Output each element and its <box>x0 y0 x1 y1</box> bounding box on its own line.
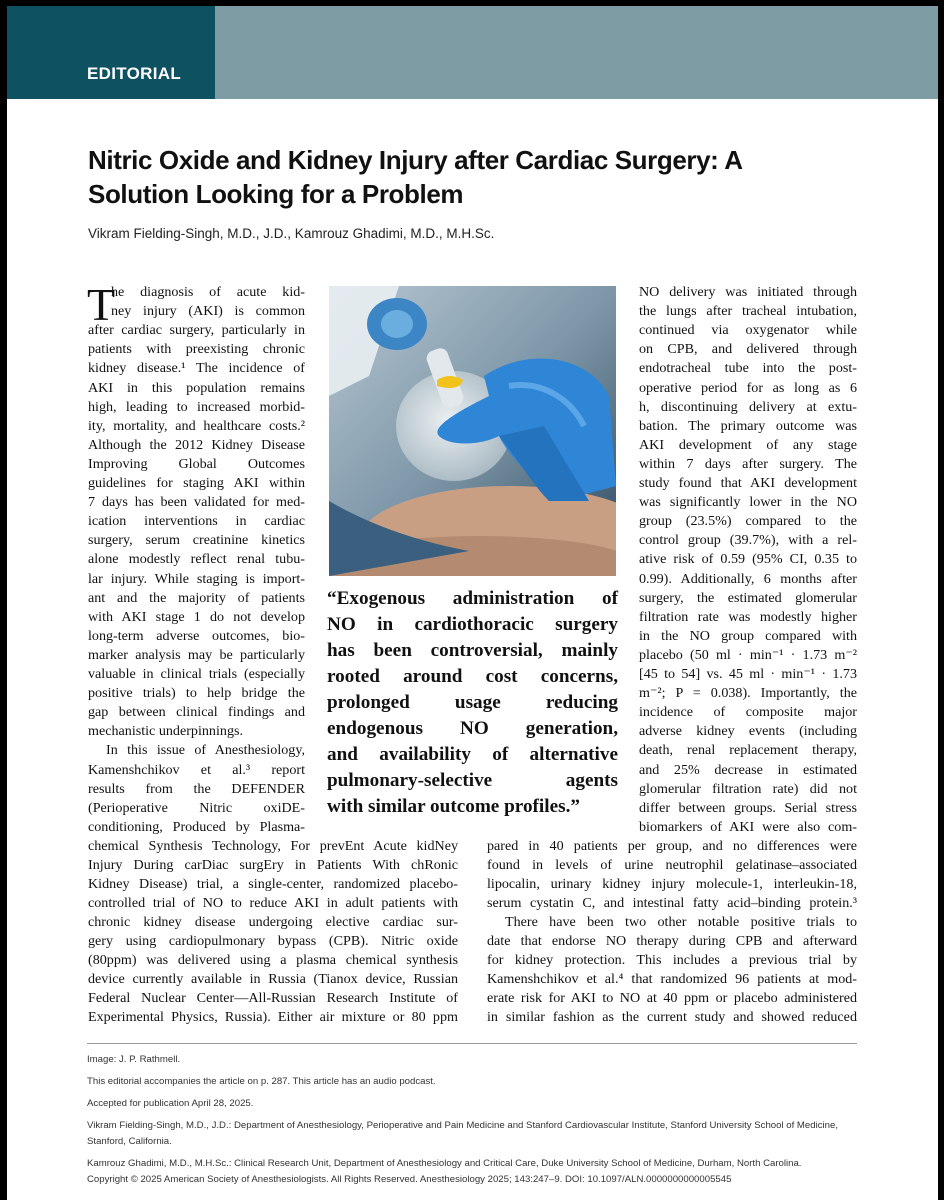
body-bottom-left-line: Kidney Disease) trial, a single-center, randomized placebo- <box>88 876 458 892</box>
body-bottom-left-line: Experimental Physics, Russia). Either air mixture or 80 ppm <box>88 1009 458 1025</box>
body-col1-line: guidelines for staging AKI within <box>88 475 305 491</box>
body-bottom-right-line: found in levels of urine neutrophil gelatinase–associated <box>487 857 857 873</box>
body-col3-line: biomarkers of AKI were also com- <box>639 818 857 835</box>
journal-page <box>7 6 938 1200</box>
body-col3-line: on CPB, and delivered through <box>639 341 857 358</box>
body-bottom-left-line: Federal Nuclear Center—All-Russian Research Institute of <box>88 990 458 1006</box>
body-bottom-right-line: There have been two other notable positive trials to <box>505 914 857 930</box>
body-col3-line: incidence of composite major <box>639 704 857 721</box>
body-col1-line: patients with preexisting chronic <box>88 341 305 358</box>
body-bottom-right-line: lipocalin, urinary kidney injury molecule-1, interleukin-18, <box>487 876 857 892</box>
header-bar-dark <box>7 6 215 99</box>
body-col1-line: mechanistic underpinnings. <box>88 723 243 740</box>
body-col1-line: he diagnosis of acute kid- <box>111 284 305 300</box>
body-col3-line: study found that AKI development <box>639 475 857 491</box>
body-col1-line: Although the 2012 Kidney Disease <box>88 436 305 453</box>
body-bottom-right-line: serum cystatin C, and intestinal fatty acid–binding protein.³ <box>487 895 857 911</box>
body-bottom-right-line: for kidney protection. This includes a previous trial by <box>487 952 857 968</box>
body-col3-line: control group (39.7%), with a rel- <box>639 532 857 549</box>
pull-quote-line: endogenous NO generation, <box>327 718 618 739</box>
body-col3-line: operative period for as long as 6 <box>639 379 857 396</box>
body-col3-line: in the NO group compared with <box>639 627 857 644</box>
title-line-1: Nitric Oxide and Kidney Injury after Cardiac Surgery: A <box>88 145 743 175</box>
author-list: Vikram Fielding-Singh, M.D., J.D., Kamrouz Ghadimi, M.D., M.H.Sc. <box>88 226 495 241</box>
body-col3-line: continued via oxygenator while <box>639 322 857 339</box>
body-col3-line: adverse kidney events (including <box>639 723 857 740</box>
body-col1-line: high, leading to increased morbid- <box>88 398 305 415</box>
body-bottom-right-line: pared in 40 patients per group, and no differences were <box>487 838 857 854</box>
section-label: EDITORIAL <box>87 64 182 83</box>
body-col1-line: (Perioperative Nitric oxiDE- <box>88 799 305 816</box>
body-bottom-left-line: Injury During carDiac surgEry in Patients With chRonic <box>88 857 458 873</box>
body-col3-line: placebo (50 ml · min⁻¹ · 1.73 m⁻² <box>639 646 857 663</box>
body-col1-line: In this issue of Anesthesiology, <box>106 742 305 759</box>
footer-rule <box>87 1043 857 1044</box>
body-col1-line: valuable in clinical trials (especially <box>88 666 305 682</box>
pull-quote-line: pulmonary-selective agents <box>327 770 618 791</box>
accepted-date: Accepted for publication April 28, 2025. <box>87 1098 254 1109</box>
body-bottom-left-line: controlled trial of NO to reduce AKI in adult patients with <box>88 895 458 911</box>
body-col3-line: was significantly lower in the NO <box>639 494 857 511</box>
body-col3-line: surgery, the estimated glomerular <box>639 589 857 606</box>
body-col3-line: and 25% decrease in estimated <box>639 761 857 778</box>
body-col1-line: conditioning, Produced by Plasma- <box>88 818 305 835</box>
body-col1-line: AKI in this population remains <box>88 379 305 396</box>
body-col1-line: positive trials) to help bridge the <box>88 685 305 702</box>
body-col3-line: differ between groups. Serial stress <box>639 799 857 816</box>
body-col1-line: ney injury (AKI) is common <box>111 303 305 320</box>
pull-quote-line: with similar outcome profiles.” <box>327 796 580 817</box>
accompanying-note: This editorial accompanies the article on p. 287. This article has an audio podcast. <box>87 1076 436 1087</box>
body-bottom-right-line: Kamenshchikov et al.⁴ that randomized 96 patients at mod- <box>487 971 857 987</box>
body-col3-line: [45 to 54] vs. 45 ml · min⁻¹ · 1.73 <box>639 666 857 682</box>
body-bottom-left-line: gery using cardiopulmonary bypass (CPB). Nitric oxide <box>88 933 458 949</box>
body-col1-line: marker analysis may be particularly <box>88 646 305 663</box>
body-col1-line: gap between clinical findings and <box>88 704 305 721</box>
body-col1-line: Kamenshchikov et al.³ report <box>88 761 305 778</box>
body-col1-line: with AKI stage 1 do not develop <box>88 608 305 625</box>
body-col3-line: 0.99). Additionally, 6 months after <box>639 570 857 587</box>
body-col1-line: after cardiac surgery, particularly in <box>88 322 305 339</box>
body-col1-line: Improving Global Outcomes <box>88 455 305 472</box>
body-col3-line: the lungs after tracheal intubation, <box>639 303 857 320</box>
body-bottom-left-line: device currently available in Russia (Tianox device, Russian <box>88 971 458 987</box>
body-col3-line: ative risk of 0.59 (95% CI, 0.35 to <box>639 551 857 568</box>
body-col3-line: glomerular filtration rate) did not <box>639 780 857 797</box>
body-col3-line: m⁻²; P = 0.038). Importantly, the <box>639 685 857 702</box>
title-line-2: Solution Looking for a Problem <box>88 179 464 209</box>
body-col1-line: results from the DEFENDER <box>88 780 305 797</box>
body-col1-line: alone modestly reflect renal tubu- <box>88 551 305 568</box>
body-col3-line: within 7 days after surgery. The <box>639 455 857 472</box>
body-col1-line: long-term adverse outcomes, bio- <box>88 627 305 644</box>
pull-quote-line: prolonged usage reducing <box>327 692 618 713</box>
body-col1-line: ication interventions in cardiac <box>88 513 305 530</box>
body-bottom-right-line: in similar fashion as the current study and showed reduced <box>487 1009 857 1025</box>
affiliation-2: Kamrouz Ghadimi, M.D., M.H.Sc.: Clinical Research Unit, Department of Anesthesiology and Critical Care, Duke University School of Medicine, Durham, North Carolina. <box>87 1158 802 1169</box>
body-bottom-right-line: date that endorse NO therapy during CPB and afterward <box>487 933 857 949</box>
body-bottom-left-line: (80ppm) was delivered using a plasma chemical synthesis <box>88 952 458 968</box>
body-col1-line: ity, mortality, and healthcare costs.² <box>88 417 305 434</box>
body-col1-line: kidney disease.¹ The incidence of <box>88 360 305 377</box>
body-bottom-right-line: erate risk for AKI to NO at 40 ppm or placebo administered <box>487 990 857 1006</box>
body-col3-line: NO delivery was initiated through <box>639 284 857 300</box>
pull-quote-line: NO in cardiothoracic surgery <box>327 614 618 635</box>
affiliation-1a: Vikram Fielding-Singh, M.D., J.D.: Department of Anesthesiology, Perioperative and Pain Medicine and Stanford Cardiovascular Institute, Stanford University School of Medicine, <box>87 1120 838 1131</box>
pull-quote-line: rooted around cost concerns, <box>327 666 618 687</box>
drop-cap: T <box>87 279 116 330</box>
article-title <box>88 143 848 211</box>
body-col1-line: 7 days has been validated for med- <box>88 494 305 511</box>
body-col3-line: bation. The primary outcome was <box>639 417 857 434</box>
body-col3-line: AKI development of any stage <box>639 436 857 453</box>
header-bar-light <box>215 6 938 99</box>
body-col3-line: filtration rate was modestly higher <box>639 608 857 625</box>
body-bottom-left-line: chronic kidney disease undergoing elective cardiac sur- <box>88 914 458 930</box>
copyright-line: Copyright © 2025 American Society of Anesthesiologists. All Rights Reserved. Anesthesiology 2025; 143:247–9. DOI: 10.1097/ALN.0000000000005545 <box>87 1174 732 1185</box>
affiliation-1b: Stanford, California. <box>87 1136 172 1147</box>
body-col1-line: lar injury. While staging is import- <box>88 570 305 587</box>
pull-quote-line: has been controversial, mainly <box>327 640 618 661</box>
pull-quote-line: “Exogenous administration of <box>327 588 618 609</box>
body-col3-line: endotracheal tube into the post- <box>639 360 857 377</box>
body-col1-line: ant and the majority of patients <box>88 589 305 606</box>
image-credit: Image: J. P. Rathmell. <box>87 1054 181 1065</box>
body-col3-line: death, renal replacement therapy, <box>639 742 857 759</box>
editorial-photo <box>329 286 616 576</box>
body-col3-line: group (23.5%) compared to the <box>639 513 857 530</box>
body-col1-line: surgery, serum creatinine kinetics <box>88 532 305 549</box>
pull-quote-line: and availability of alternative <box>327 744 618 765</box>
body-col3-line: h, discontinuing delivery at extu- <box>639 398 857 415</box>
body-bottom-left-line: chemical Synthesis Technology, For prevEnt Acute kidNey <box>88 838 458 854</box>
